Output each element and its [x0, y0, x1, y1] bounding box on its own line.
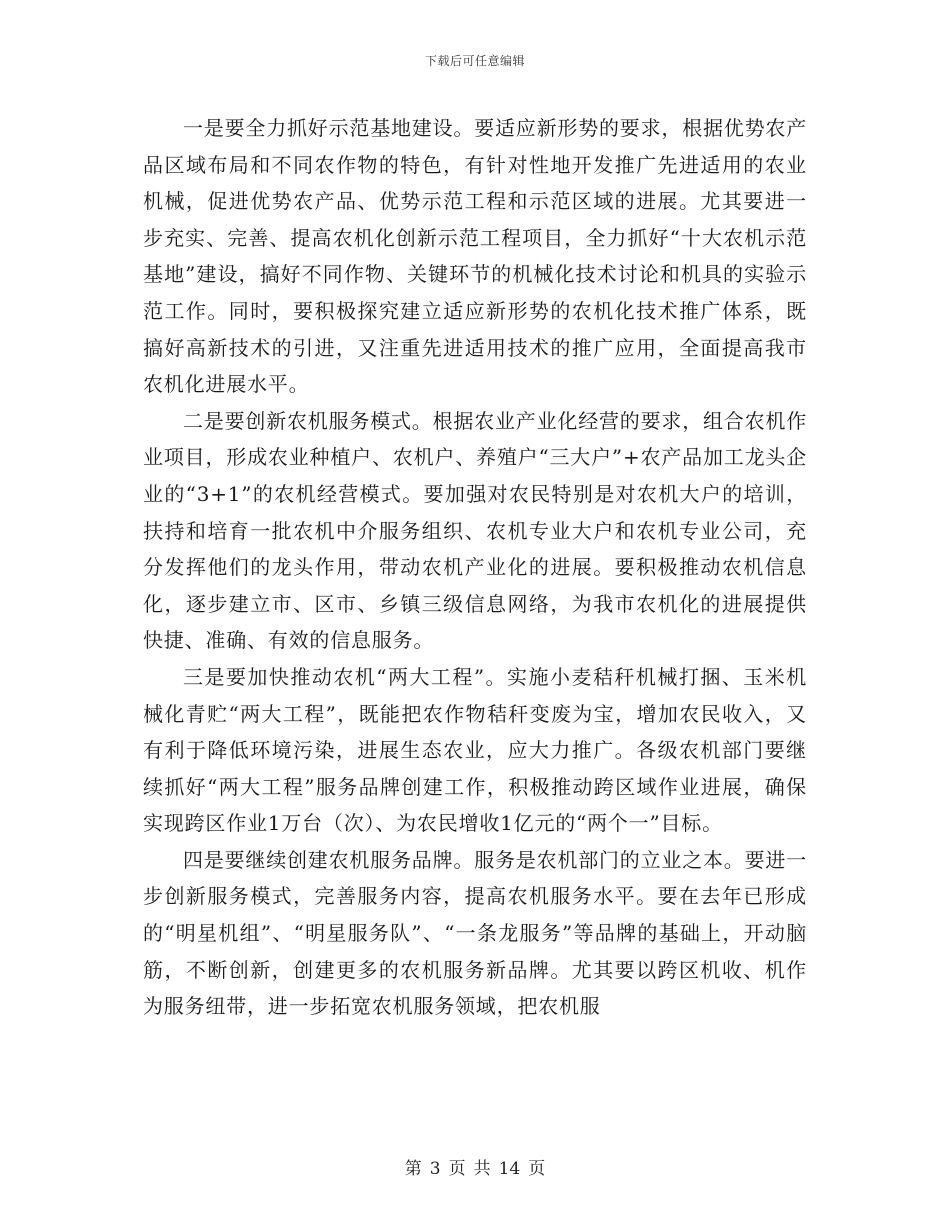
- document-body: [143, 110, 807, 1025]
- page-footer: [0, 1154, 950, 1179]
- current-page-number: 3: [429, 1159, 441, 1179]
- paragraph-1: 一是要全力抓好示范基地建设。要适应新形势的要求，根据优势农产品区域布局和不同农作物的特色，有针对性地开发推广先进适用的农业机械，促进优势农产品、优势示范工程和示范区域的进展。尤其要进一步充实、完善、提高农机化创新示范工程项目，全力抓好“十大农机示范基地”建设，搞好不同作物、关键环节的机械化技术讨论和机具的实验示范工作。同时，要积极探究建立适应新形势的农机化技术推广体系，既搞好高新技术的引进，又注重先进适用技术的推广应用，全面提高我市农机化进展水平。: [143, 116, 807, 397]
- page-label-mid: 页: [448, 1159, 466, 1179]
- page-label-prefix: 第: [404, 1159, 422, 1179]
- paragraph-4: 四是要继续创建农机服务品牌。服务是农机部门的立业之本。要进一步创新服务模式，完善服务内容，提高农机服务水平。要在去年已形成的“明星机组”、“明星服务队”、“一条龙服务”等品牌的基础上，开动脑筋，不断创新，创建更多的农机服务新品牌。尤其要以跨区机收、机作为服务纽带，进一步拓宽农机服务领域，把农机服: [143, 847, 807, 1019]
- total-pages-number: 14: [498, 1159, 521, 1179]
- total-label: 共: [473, 1159, 491, 1179]
- page-label-suffix: 页: [528, 1159, 546, 1179]
- paragraph-3: 三是要加快推动农机“两大工程”。实施小麦秸秆机械打捆、玉米机械化青贮“两大工程”，既能把农作物秸秆变废为宝，增加农民收入，又有利于降低环境污染，进展生态农业，应大力推广。各级农机部门要继续抓好“两大工程”服务品牌创建工作，积极推动跨区域作业进展，确保实现跨区作业1万台（次）、为农民增收1亿元的“两个一”目标。: [143, 664, 807, 836]
- paragraph-2: 二是要创新农机服务模式。根据农业产业化经营的要求，组合农机作业项目，形成农业种植户、农机户、养殖户“三大户”+农产品加工龙头企业的“3+1”的农机经营模式。要加强对农民特别是对农机大户的培训，扶持和培育一批农机中介服务组织、农机专业大户和农机专业公司，充分发挥他们的龙头作用，带动农机产业化的进展。要积极推动农机信息化，逐步建立市、区市、乡镇三级信息网络，为我市农机化的进展提供快捷、准确、有效的信息服务。: [143, 408, 807, 653]
- page-header: 下载后可任意编辑: [424, 54, 525, 68]
